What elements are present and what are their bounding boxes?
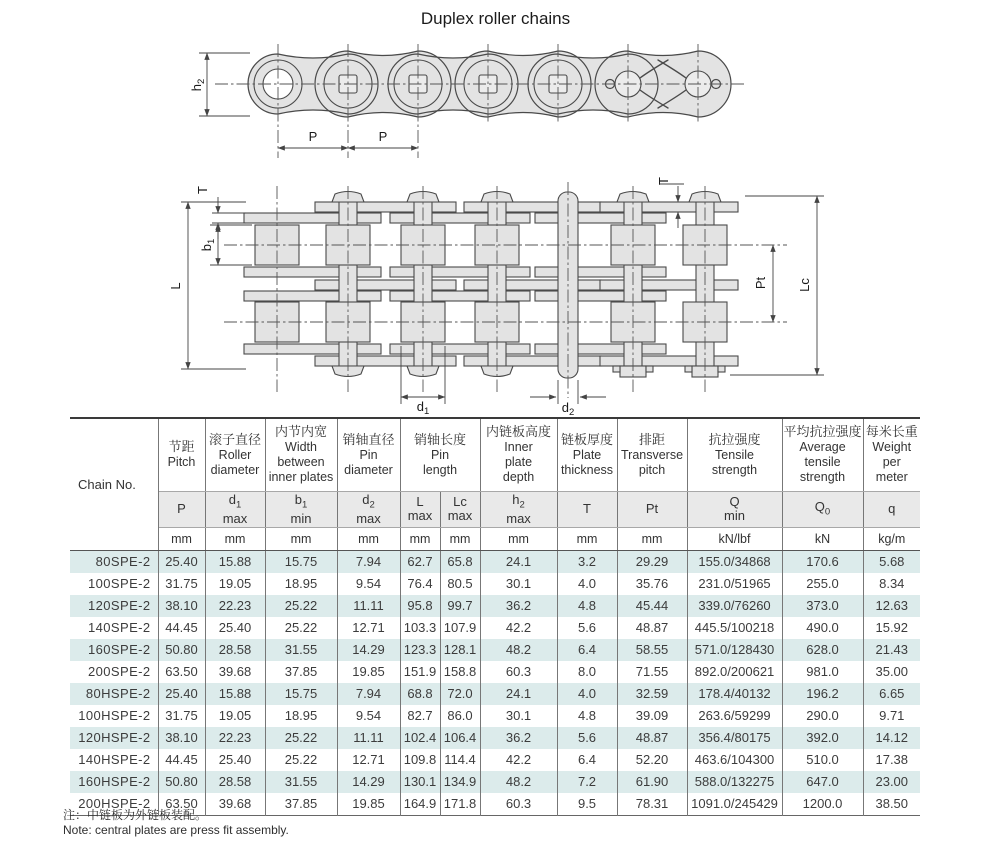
- value-cell: 107.9: [440, 617, 480, 639]
- table-body: [70, 551, 920, 816]
- value-cell: 23.00: [863, 771, 920, 793]
- value-cell: 24.1: [480, 551, 557, 574]
- value-cell: 35.76: [617, 573, 687, 595]
- value-cell: 1091.0/245429: [687, 793, 782, 816]
- value-cell: 571.0/128430: [687, 639, 782, 661]
- value-cell: 9.54: [337, 705, 400, 727]
- value-cell: 9.54: [337, 573, 400, 595]
- value-cell: 58.55: [617, 639, 687, 661]
- dim-label-b1: $b_1$: [199, 238, 217, 252]
- column-symbol-header: $d_1$ max: [205, 491, 265, 528]
- value-cell: 17.38: [875, 752, 909, 768]
- chain-no-cell: 80SPE-2: [70, 551, 158, 574]
- value-cell: 490.0: [782, 617, 863, 639]
- table-row: [70, 749, 920, 771]
- chain-no-cell: 140SPE-2: [70, 617, 158, 639]
- dim-label-t-left: T: [195, 186, 210, 194]
- column-group-header: 节距 Pitch: [158, 418, 205, 491]
- value-cell: 78.31: [617, 793, 687, 816]
- value-cell: 14.29: [337, 771, 400, 793]
- value-cell: 5.68: [863, 551, 920, 574]
- value-cell: 60.3: [480, 661, 557, 683]
- chain-no-header: Chain No.: [70, 418, 158, 551]
- value-cell: 38.10: [158, 595, 205, 617]
- value-cell: 102.4: [400, 727, 440, 749]
- value-cell: 290.0: [782, 705, 863, 727]
- value-cell: 25.22: [265, 595, 337, 617]
- footnote-cn: 注：中链板为外链板装配。: [63, 808, 208, 822]
- value-cell: 39.09: [617, 705, 687, 727]
- value-cell: 63.50: [158, 661, 205, 683]
- value-cell: 14.29: [337, 639, 400, 661]
- column-unit-header: mm: [617, 528, 687, 551]
- value-cell: 6.4: [557, 749, 617, 771]
- column-unit-header: mm: [205, 528, 265, 551]
- value-cell: 48.87: [617, 727, 687, 749]
- value-cell: 61.90: [617, 771, 687, 793]
- value-cell: 6.65: [863, 683, 920, 705]
- value-cell: 30.1: [480, 705, 557, 727]
- value-cell: 151.9: [400, 661, 440, 683]
- column-symbol-header: Pt: [617, 491, 687, 528]
- value-cell: 29.29: [617, 551, 687, 574]
- value-cell: 50.80: [158, 771, 205, 793]
- column-symbol-header: T: [557, 491, 617, 528]
- value-cell: 628.0: [782, 639, 863, 661]
- value-cell: 373.0: [782, 595, 863, 617]
- value-cell: 158.8: [440, 661, 480, 683]
- table-header: [70, 418, 920, 551]
- column-group-header: 抗拉强度 Tensile strength: [687, 418, 782, 491]
- chain-diagrams: [0, 0, 991, 415]
- value-cell: 48.87: [617, 617, 687, 639]
- value-cell: 7.94: [337, 683, 400, 705]
- chain-no-cell: 120HSPE-2: [70, 727, 158, 749]
- value-cell: 155.0/34868: [687, 551, 782, 574]
- outer-plates: [315, 202, 738, 366]
- value-cell: 647.0: [782, 771, 863, 793]
- chain-no-cell: 160HSPE-2: [70, 771, 158, 793]
- column-group-header: 每米长重 Weight per meter: [863, 418, 920, 491]
- column-symbol-header: q: [863, 491, 920, 528]
- value-cell: 35.00: [875, 664, 909, 680]
- value-cell: 4.8: [557, 705, 617, 727]
- value-cell: 44.45: [158, 749, 205, 771]
- value-cell: 18.95: [265, 705, 337, 727]
- value-cell: 19.05: [205, 573, 265, 595]
- column-unit-header: mm: [337, 528, 400, 551]
- chain-no-cell: 120SPE-2: [70, 595, 158, 617]
- column-unit-header: mm: [557, 528, 617, 551]
- value-cell: 82.7: [400, 705, 440, 727]
- column-unit-header: mm: [440, 528, 480, 551]
- value-cell: 28.58: [205, 639, 265, 661]
- value-cell: 32.59: [617, 683, 687, 705]
- value-cell: 14.12: [863, 727, 920, 749]
- dim-label-p1: P: [308, 129, 318, 144]
- value-cell: 25.40: [158, 551, 205, 574]
- column-symbol-header: $b_1$ min: [265, 491, 337, 528]
- column-group-header: 链板厚度 Plate thickness: [557, 418, 617, 491]
- table-row: [70, 771, 920, 793]
- value-cell: 7.94: [337, 551, 400, 574]
- value-cell: 178.4/40132: [687, 683, 782, 705]
- value-cell: 8.0: [557, 661, 617, 683]
- value-cell: 128.1: [440, 639, 480, 661]
- value-cell: 109.8: [400, 749, 440, 771]
- value-cell: 44.45: [158, 617, 205, 639]
- value-cell: 4.0: [557, 573, 617, 595]
- value-cell: 981.0: [782, 661, 863, 683]
- table-row: [70, 727, 920, 749]
- value-cell: 95.8: [400, 595, 440, 617]
- chain-no-cell: 200HSPE-2: [70, 793, 158, 816]
- value-cell: 19.05: [205, 705, 265, 727]
- value-cell: 196.2: [782, 683, 863, 705]
- column-symbol-header: $Q_0$: [782, 491, 863, 528]
- value-cell: 38.10: [158, 727, 205, 749]
- value-cell: 445.5/100218: [687, 617, 782, 639]
- column-unit-header: mm: [158, 528, 205, 551]
- dim-label-p2: P: [378, 129, 388, 144]
- table-row: [70, 661, 920, 683]
- chain-no-cell: 100SPE-2: [70, 573, 158, 595]
- value-cell: 37.85: [265, 661, 337, 683]
- value-cell: 31.55: [265, 771, 337, 793]
- dim-label-d1: $d_1$: [416, 399, 430, 415]
- value-cell: 22.23: [205, 595, 265, 617]
- value-cell: 12.71: [337, 617, 400, 639]
- value-cell: 170.6: [782, 551, 863, 574]
- value-cell: 25.22: [265, 727, 337, 749]
- dim-label-t-right: T: [656, 177, 671, 185]
- value-cell: 42.2: [480, 749, 557, 771]
- value-cell: 76.4: [400, 573, 440, 595]
- value-cell: 19.85: [337, 793, 400, 816]
- value-cell: 62.7: [400, 551, 440, 574]
- value-cell: 588.0/132275: [687, 771, 782, 793]
- value-cell: 30.1: [480, 573, 557, 595]
- value-cell: 72.0: [440, 683, 480, 705]
- value-cell: 15.88: [205, 683, 265, 705]
- table-row: [70, 573, 920, 595]
- value-cell: 392.0: [782, 727, 863, 749]
- value-cell: 39.68: [205, 661, 265, 683]
- value-cell: 123.3: [400, 639, 440, 661]
- page-title: Duplex roller chains: [420, 9, 571, 28]
- chain-no-cell: 100HSPE-2: [70, 705, 158, 727]
- column-symbol-header: Lc max: [440, 491, 480, 528]
- table-row: [70, 595, 920, 617]
- value-cell: 510.0: [782, 749, 863, 771]
- value-cell: 114.4: [440, 749, 480, 771]
- value-cell: 39.68: [205, 793, 265, 816]
- column-unit-header: kN: [782, 528, 863, 551]
- value-cell: 103.3: [400, 617, 440, 639]
- value-cell: 463.6/104300: [687, 749, 782, 771]
- chain-no-cell: 140HSPE-2: [70, 749, 158, 771]
- value-cell: 8.34: [879, 576, 905, 592]
- table-row: [70, 683, 920, 705]
- spec-table: [70, 417, 920, 816]
- value-cell: 339.0/76260: [687, 595, 782, 617]
- value-cell: 25.40: [205, 749, 265, 771]
- table-row: [70, 617, 920, 639]
- value-cell: 15.92: [875, 620, 909, 636]
- column-group-header: 内链板高度 Inner plate depth: [480, 418, 557, 491]
- value-cell: 48.2: [480, 639, 557, 661]
- value-cell: 15.75: [265, 683, 337, 705]
- table-row: [70, 551, 920, 574]
- value-cell: 25.40: [205, 617, 265, 639]
- value-cell: 18.95: [265, 573, 337, 595]
- value-cell: 106.4: [440, 727, 480, 749]
- value-cell: 36.2: [480, 727, 557, 749]
- value-cell: 6.4: [557, 639, 617, 661]
- dim-label-h2: $h_2$: [189, 78, 207, 92]
- value-cell: 7.2: [557, 771, 617, 793]
- column-unit-header: mm: [480, 528, 557, 551]
- value-cell: 4.0: [557, 683, 617, 705]
- value-cell: 892.0/200621: [687, 661, 782, 683]
- value-cell: 12.71: [337, 749, 400, 771]
- value-cell: 31.75: [158, 573, 205, 595]
- value-cell: 130.1: [400, 771, 440, 793]
- value-cell: 1200.0: [782, 793, 863, 816]
- chain-no-cell: 200SPE-2: [70, 661, 158, 683]
- value-cell: 48.2: [480, 771, 557, 793]
- column-group-header: 平均抗拉强度 Average tensile strength: [782, 418, 863, 491]
- dim-label-pt: Pt: [753, 276, 768, 290]
- plan-view-diagram: [168, 177, 824, 415]
- value-cell: 15.75: [265, 551, 337, 574]
- side-view-diagram: [189, 44, 745, 158]
- column-unit-header: mm: [400, 528, 440, 551]
- value-cell: 36.2: [480, 595, 557, 617]
- column-group-header: 排距 Transverse pitch: [617, 418, 687, 491]
- footnote-en: Note: central plates are press fit assembly.: [63, 823, 289, 837]
- column-symbol-header: L max: [400, 491, 440, 528]
- dim-label-l: L: [168, 282, 183, 290]
- column-group-header: 销轴直径 Pin diameter: [337, 418, 400, 491]
- column-group-header: 滚子直径 Roller diameter: [205, 418, 265, 491]
- value-cell: 31.75: [158, 705, 205, 727]
- value-cell: 45.44: [617, 595, 687, 617]
- header-row-symbols: [70, 491, 920, 528]
- value-cell: 263.6/59299: [687, 705, 782, 727]
- value-cell: 63.50: [158, 793, 205, 816]
- value-cell: 356.4/80175: [687, 727, 782, 749]
- value-cell: 68.8: [400, 683, 440, 705]
- value-cell: 31.55: [265, 639, 337, 661]
- chain-no-cell: 160SPE-2: [70, 639, 158, 661]
- dim-label-d2: $d_2$: [561, 400, 575, 415]
- footnotes: [63, 808, 289, 838]
- value-cell: 4.8: [557, 595, 617, 617]
- value-cell: 24.1: [480, 683, 557, 705]
- value-cell: 134.9: [440, 771, 480, 793]
- column-symbol-header: P: [158, 491, 205, 528]
- value-cell: 25.40: [158, 683, 205, 705]
- value-cell: 25.22: [265, 617, 337, 639]
- value-cell: 15.88: [205, 551, 265, 574]
- value-cell: 21.43: [863, 639, 920, 661]
- value-cell: 99.7: [440, 595, 480, 617]
- header-row-units: [70, 528, 920, 551]
- value-cell: 5.6: [557, 617, 617, 639]
- value-cell: 60.3: [480, 793, 557, 816]
- column-symbol-header: Q min: [687, 491, 782, 528]
- value-cell: 65.8: [440, 551, 480, 574]
- value-cell: 25.22: [265, 749, 337, 771]
- value-cell: 38.50: [875, 796, 909, 812]
- column-unit-header: mm: [265, 528, 337, 551]
- dim-label-lc: Lc: [797, 278, 812, 292]
- value-cell: 71.55: [617, 661, 687, 683]
- chain-no-cell: 80HSPE-2: [70, 683, 158, 705]
- column-group-header: 内节内宽 Width between inner plates: [265, 418, 337, 491]
- value-cell: 164.9: [400, 793, 440, 816]
- value-cell: 50.80: [158, 639, 205, 661]
- value-cell: 37.85: [265, 793, 337, 816]
- column-symbol-header: $h_2$ max: [480, 491, 557, 528]
- value-cell: 52.20: [617, 749, 687, 771]
- value-cell: 11.11: [337, 595, 400, 617]
- value-cell: 86.0: [440, 705, 480, 727]
- column-group-header: 销轴长度 Pin length: [400, 418, 480, 491]
- value-cell: 42.2: [480, 617, 557, 639]
- value-cell: 11.11: [337, 727, 400, 749]
- value-cell: 5.6: [557, 727, 617, 749]
- column-unit-header: kg/m: [863, 528, 920, 551]
- table-row: [70, 639, 920, 661]
- value-cell: 80.5: [440, 573, 480, 595]
- value-cell: 231.0/51965: [687, 573, 782, 595]
- value-cell: 12.63: [863, 595, 920, 617]
- table-row: [70, 705, 920, 727]
- value-cell: 19.85: [337, 661, 400, 683]
- value-cell: 28.58: [205, 771, 265, 793]
- value-cell: 22.23: [205, 727, 265, 749]
- value-cell: 255.0: [782, 573, 863, 595]
- value-cell: 9.71: [879, 708, 905, 724]
- value-cell: 171.8: [440, 793, 480, 816]
- header-row-groups: [70, 418, 920, 491]
- value-cell: 3.2: [557, 551, 617, 574]
- value-cell: 9.5: [557, 793, 617, 816]
- column-unit-header: kN/lbf: [687, 528, 782, 551]
- column-symbol-header: $d_2$ max: [337, 491, 400, 528]
